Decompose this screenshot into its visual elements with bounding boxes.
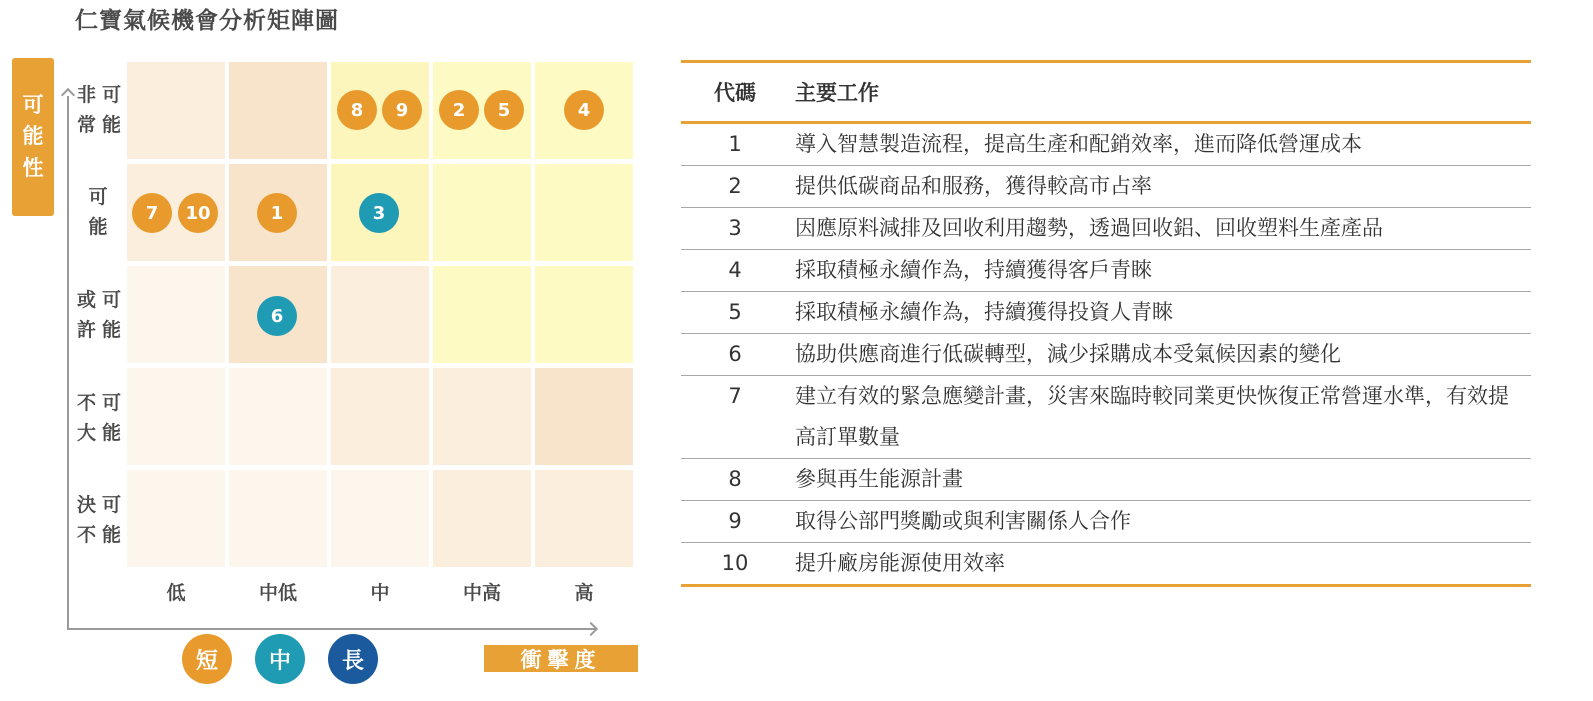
row-label-char: 可 <box>101 289 121 311</box>
row-code: 1 <box>728 132 742 156</box>
matrix-cell <box>229 470 327 567</box>
row-code: 10 <box>721 551 749 575</box>
opportunity-bubble: 1 <box>257 193 297 233</box>
row-code: 8 <box>728 467 742 491</box>
row-label-impossible <box>74 490 124 550</box>
row-label-unlikely <box>74 388 124 448</box>
row-work: 因應原料減排及回收利用趨勢，透過回收鋁、回收塑料生產產品 <box>795 216 1383 240</box>
row-label-likely <box>76 182 120 242</box>
row-label-char: 決 <box>76 494 96 516</box>
row-label-char: 可 <box>101 392 121 414</box>
work-table <box>681 60 1531 587</box>
table-row <box>681 124 1531 166</box>
opportunity-bubble: 7 <box>132 193 172 233</box>
opportunity-bubble: 2 <box>439 90 479 130</box>
header-code: 代碼 <box>714 81 756 105</box>
row-label-very-likely <box>74 80 124 140</box>
table-row <box>681 292 1531 334</box>
table-row <box>681 334 1531 376</box>
row-work: 取得公部門獎勵或與利害關係人合作 <box>795 509 1131 533</box>
row-work: 導入智慧製造流程，提高生產和配銷效率，進而降低營運成本 <box>795 132 1362 156</box>
page-title: 仁寶氣候機會分析矩陣圖 <box>75 8 339 34</box>
matrix-cell <box>127 266 225 363</box>
row-work: 協助供應商進行低碳轉型，減少採購成本受氣候因素的變化 <box>795 342 1341 366</box>
opportunity-bubble: 3 <box>359 193 399 233</box>
row-work: 建立有效的緊急應變計畫，災害來臨時較同業更快恢復正常營運水準，有效提高訂單數量 <box>795 384 1509 449</box>
row-code: 2 <box>728 174 742 198</box>
column-label: 高 <box>574 582 594 604</box>
matrix-cell <box>127 470 225 567</box>
y-axis-label <box>12 58 54 216</box>
matrix-cell <box>331 470 429 567</box>
matrix-cell <box>331 266 429 363</box>
legend-long-term: 長 <box>328 634 378 684</box>
y-axis-char: 可 <box>22 93 44 118</box>
opportunity-bubble: 9 <box>382 90 422 130</box>
table-row <box>681 543 1531 587</box>
table-row <box>681 166 1531 208</box>
row-code: 7 <box>728 384 742 408</box>
row-code: 9 <box>728 509 742 533</box>
column-label: 低 <box>166 582 186 604</box>
matrix-cell <box>433 164 531 261</box>
x-axis-line <box>67 628 595 630</box>
matrix-cell <box>331 368 429 465</box>
opportunity-bubble: 5 <box>484 90 524 130</box>
x-axis-label: 衝擊度 <box>484 645 638 672</box>
row-work: 採取積極永續作為，持續獲得投資人青睞 <box>795 300 1173 324</box>
matrix-cell <box>535 368 633 465</box>
table-row <box>681 501 1531 543</box>
row-label-char: 能 <box>88 216 108 238</box>
row-work: 提供低碳商品和服務，獲得較高市占率 <box>795 174 1152 198</box>
matrix-cell <box>535 266 633 363</box>
matrix-cell <box>127 62 225 159</box>
table-row <box>681 250 1531 292</box>
row-label-char: 可 <box>88 186 108 208</box>
matrix-cell <box>535 470 633 567</box>
column-label: 中高 <box>462 582 501 604</box>
row-label-char: 非 <box>76 84 96 106</box>
matrix-cell <box>229 368 327 465</box>
row-label-char: 常 <box>76 114 96 136</box>
row-label-char: 能 <box>101 114 121 136</box>
y-axis-char: 能 <box>22 124 44 149</box>
row-label-possible <box>74 285 124 345</box>
legend-mid-term: 中 <box>255 634 305 684</box>
table-row <box>681 376 1531 459</box>
row-code: 6 <box>728 342 742 366</box>
x-axis-arrow-icon <box>584 622 598 636</box>
opportunity-bubble: 8 <box>337 90 377 130</box>
header-work: 主要工作 <box>795 81 879 105</box>
y-axis-arrow-icon <box>61 88 75 102</box>
row-work: 參與再生能源計畫 <box>795 467 963 491</box>
row-label-char: 能 <box>101 319 121 341</box>
matrix-cell <box>535 164 633 261</box>
row-label-char: 可 <box>101 84 121 106</box>
matrix-cell <box>433 368 531 465</box>
table-header <box>681 63 1531 124</box>
matrix-cell <box>433 470 531 567</box>
y-axis-line <box>67 96 69 630</box>
table-row <box>681 459 1531 501</box>
matrix-cell <box>127 368 225 465</box>
column-label: 中 <box>370 582 390 604</box>
row-work: 提升廠房能源使用效率 <box>795 551 1005 575</box>
column-label: 中低 <box>258 582 297 604</box>
y-axis-char: 性 <box>22 155 44 180</box>
row-label-char: 可 <box>101 494 121 516</box>
row-work: 採取積極永續作為，持續獲得客戶青睞 <box>795 258 1152 282</box>
row-label-char: 許 <box>76 319 96 341</box>
opportunity-bubble: 6 <box>257 296 297 336</box>
row-code: 4 <box>728 258 742 282</box>
opportunity-bubble: 10 <box>178 193 218 233</box>
table-row <box>681 208 1531 250</box>
row-label-char: 能 <box>101 422 121 444</box>
row-label-char: 大 <box>76 422 96 444</box>
row-label-char: 能 <box>101 524 121 546</box>
row-code: 3 <box>728 216 742 240</box>
legend-short-term: 短 <box>182 634 232 684</box>
matrix-cell <box>229 62 327 159</box>
row-code: 5 <box>728 300 742 324</box>
row-label-char: 或 <box>76 289 96 311</box>
row-label-char: 不 <box>76 524 96 546</box>
row-label-char: 不 <box>76 392 96 414</box>
matrix-cell <box>433 266 531 363</box>
opportunity-bubble: 4 <box>564 90 604 130</box>
